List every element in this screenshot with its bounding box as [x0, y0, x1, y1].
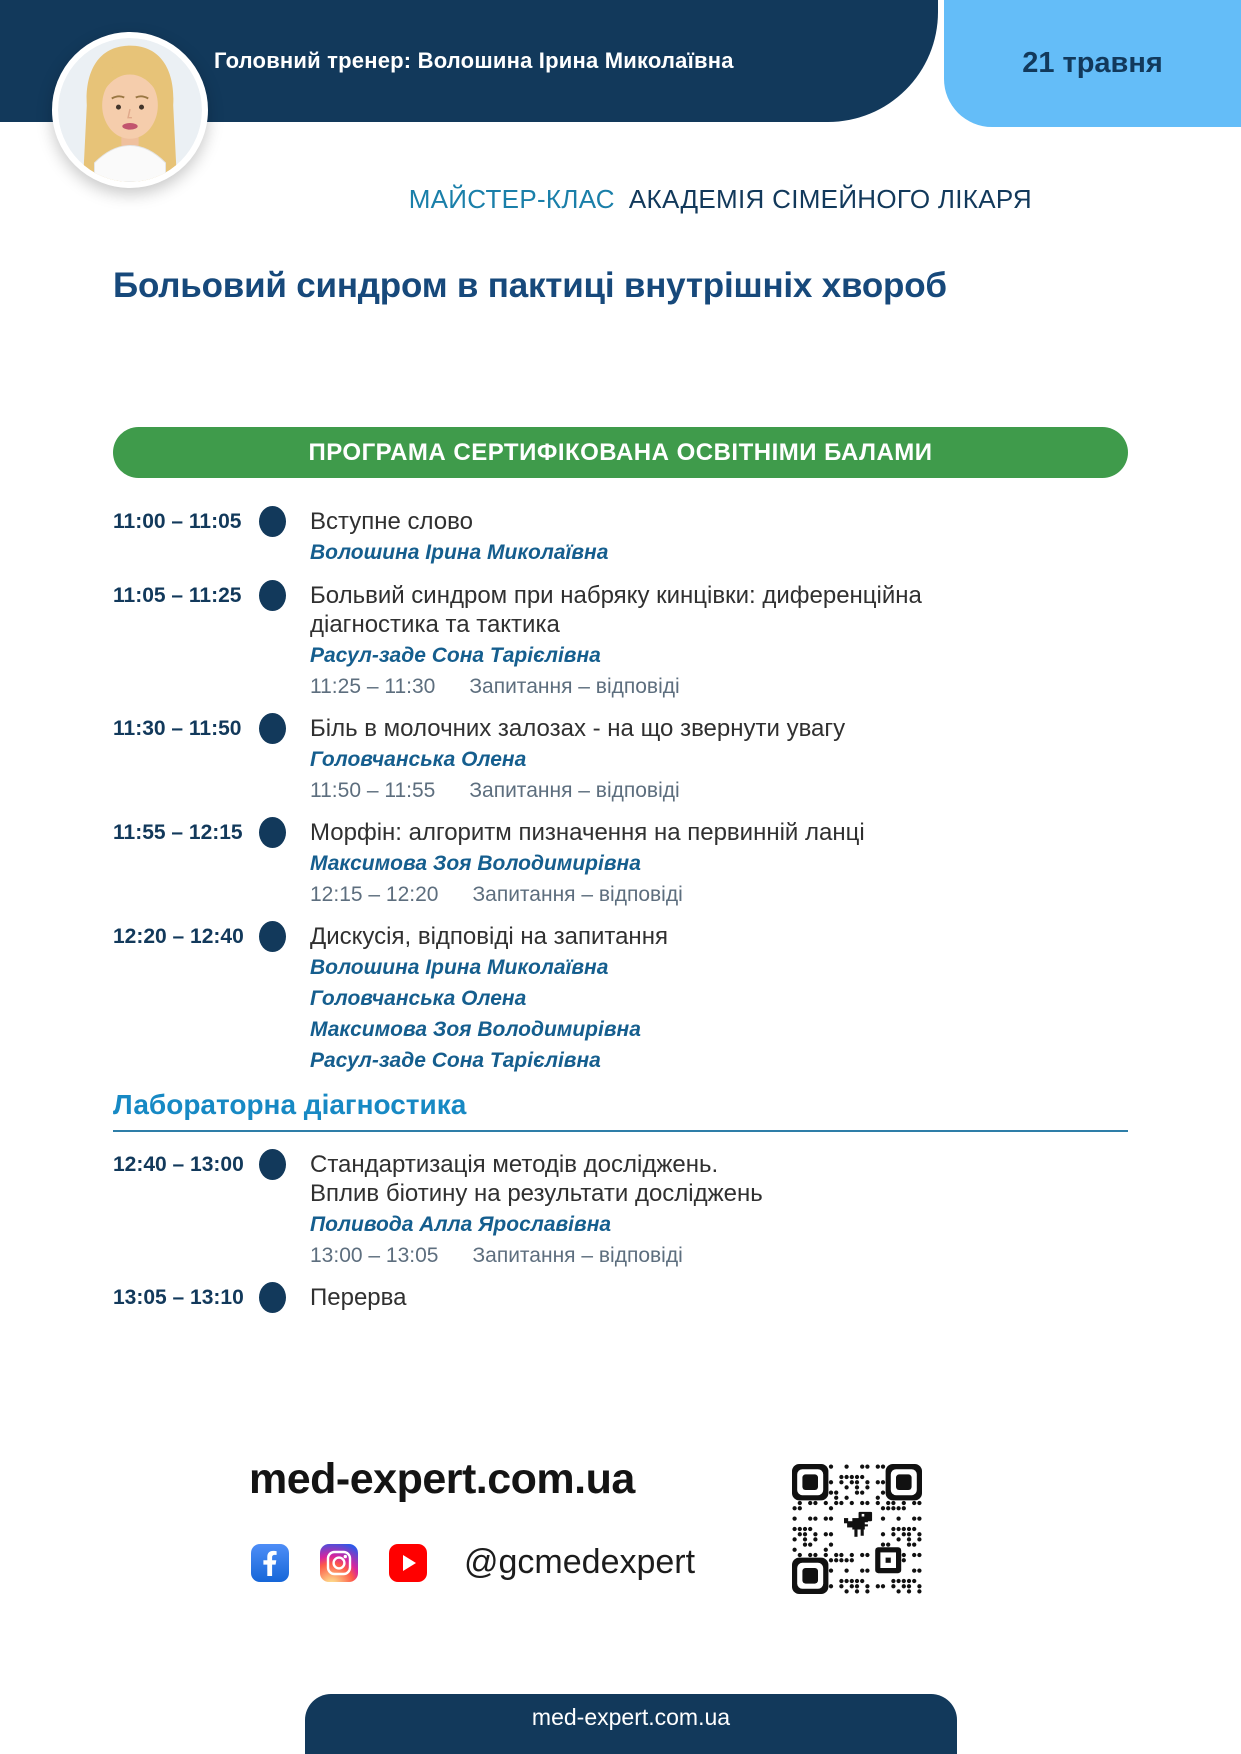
- section-heading: [113, 1089, 1128, 1132]
- speaker-name: Расул-заде Сона Тарієлівна: [310, 644, 601, 667]
- session-content: [310, 1283, 1128, 1312]
- bottom-bar: [305, 1694, 957, 1754]
- event-type-label: МАЙСТЕР-КЛАС: [408, 184, 615, 214]
- session-title: Вплив біотину на результати досліджень: [310, 1180, 763, 1207]
- time-range: 12:40 – 13:00: [113, 1153, 244, 1176]
- schedule-item: [113, 1150, 1128, 1269]
- qa-label: Запитання – відповіді: [469, 675, 680, 698]
- section-divider: [113, 1130, 1128, 1132]
- session-title: Вступне слово: [310, 508, 473, 535]
- session-content: [310, 922, 1128, 1075]
- social-row: [251, 1543, 695, 1582]
- qa-label: Запитання – відповіді: [472, 883, 683, 906]
- qa-time: 11:50 – 11:55: [310, 779, 436, 802]
- session-title: Біль в молочних залозах - на що звернути увагу: [310, 715, 846, 742]
- youtube-icon[interactable]: [389, 1544, 427, 1582]
- speaker-name: Волошина Ірина Миколаївна: [310, 956, 609, 979]
- qa-label: Запитання – відповіді: [469, 779, 680, 802]
- session-content: [310, 581, 1128, 700]
- session-content: [310, 818, 1128, 908]
- session-title: Стандартизація методів досліджень.: [310, 1151, 719, 1178]
- schedule-item: [113, 1283, 1128, 1313]
- session-title: Больвий синдром при набряку кинцівки: диференційна: [310, 582, 922, 609]
- bottom-bar-text: med-expert.com.ua: [531, 1704, 731, 1730]
- speaker-name: Волошина Ірина Миколаївна: [310, 541, 609, 564]
- schedule-list: [113, 507, 1128, 1327]
- speaker-name: Расул-заде Сона Тарієлівна: [310, 1049, 601, 1072]
- qa-time: 13:00 – 13:05: [310, 1244, 439, 1267]
- time-range: 11:55 – 12:15: [113, 821, 243, 844]
- session-title: Морфін: алгоритм пизначення на первинній ланці: [310, 819, 865, 846]
- instagram-icon[interactable]: [320, 1544, 358, 1582]
- speaker-name: Поливода Алла Ярославівна: [310, 1213, 612, 1236]
- schedule-item: [113, 818, 1128, 908]
- time-range: 13:05 – 13:10: [113, 1286, 244, 1309]
- social-handle[interactable]: @gcmedexpert: [464, 1543, 696, 1581]
- session-title: Перерва: [310, 1284, 407, 1311]
- qa-line: [310, 777, 1128, 804]
- bullet-dot: [259, 506, 286, 537]
- time-range: 11:30 – 11:50: [113, 717, 242, 740]
- qa-line: [310, 881, 1128, 908]
- event-series-label: АКАДЕМІЯ СІМЕЙНОГО ЛІКАРЯ: [628, 184, 1032, 214]
- session-title: Дискусія, відповіді на запитання: [310, 923, 668, 950]
- speaker-name: Головчанська Олена: [310, 987, 527, 1010]
- session-content: [310, 1150, 1128, 1269]
- certification-banner: ПРОГРАМА СЕРТИФІКОВАНА ОСВІТНІМИ БАЛАМИ: [113, 427, 1128, 478]
- bullet-dot: [259, 1282, 286, 1313]
- event-subheader: [0, 184, 1032, 215]
- schedule-item: [113, 714, 1128, 804]
- trainer-label: Головний тренер: Волошина Ірина Миколаївна: [214, 48, 734, 73]
- page-title: Больовий синдром в пактиці внутрішніх хвороб: [113, 266, 947, 305]
- bullet-dot: [259, 817, 286, 848]
- qa-label: Запитання – відповіді: [472, 1244, 683, 1267]
- facebook-icon[interactable]: [251, 1544, 289, 1582]
- date-badge: 21 травня: [944, 0, 1241, 127]
- session-title: діагностика та тактика: [310, 611, 560, 638]
- schedule-item: [113, 581, 1128, 700]
- trainer-avatar: [52, 32, 208, 188]
- time-range: 11:00 – 11:05: [113, 510, 242, 533]
- speaker-name: Максимова Зоя Володимирівна: [310, 852, 641, 875]
- speaker-name: Головчанська Олена: [310, 748, 527, 771]
- speaker-name: Максимова Зоя Володимирівна: [310, 1018, 641, 1041]
- session-content: [310, 507, 1128, 567]
- bullet-dot: [259, 713, 286, 744]
- qa-line: [310, 1242, 1128, 1269]
- qa-line: [310, 673, 1128, 700]
- schedule-item: [113, 922, 1128, 1075]
- qa-time: 12:15 – 12:20: [310, 883, 439, 906]
- session-content: [310, 714, 1128, 804]
- schedule-item: [113, 507, 1128, 567]
- time-range: 12:20 – 12:40: [113, 925, 244, 948]
- bullet-dot: [259, 921, 286, 952]
- website-link[interactable]: med-expert.com.ua: [249, 1455, 635, 1503]
- bullet-dot: [259, 1149, 286, 1180]
- play-icon: [403, 1555, 416, 1571]
- time-range: 11:05 – 11:25: [113, 584, 242, 607]
- trainer-photo: [58, 38, 202, 182]
- qa-time: 11:25 – 11:30: [310, 675, 436, 698]
- section-title: Лабораторна діагностика: [113, 1089, 467, 1120]
- qr-code: [792, 1464, 922, 1594]
- bullet-dot: [259, 580, 286, 611]
